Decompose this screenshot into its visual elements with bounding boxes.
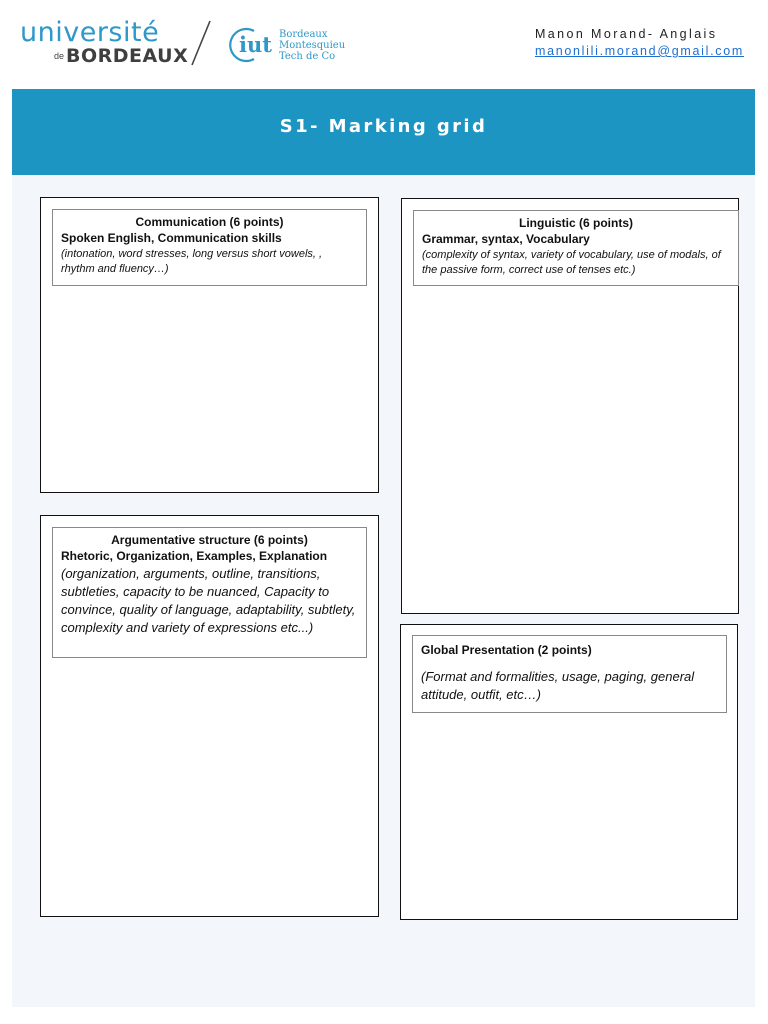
logo-iut-subtitle: Bordeaux Montesquieu Tech de Co — [279, 29, 346, 62]
global-presentation-title: Global Presentation (2 points) — [421, 643, 592, 657]
global-presentation-header — [412, 635, 727, 713]
linguistic-box — [401, 198, 739, 614]
communication-header — [52, 209, 367, 286]
argumentative-box — [40, 515, 379, 917]
global-presentation-description: (Format and formalities, usage, paging, general attitude, outfit, etc…) — [421, 669, 695, 702]
communication-box — [40, 197, 379, 493]
author-name: Manon Morand- Anglais — [534, 27, 718, 41]
logo-iut-text: iut — [239, 32, 272, 57]
linguistic-title: Linguistic (6 points) — [519, 216, 633, 230]
author-info — [535, 27, 744, 58]
logo-de-text: de — [54, 51, 65, 61]
argumentative-title: Argumentative structure (6 points) — [111, 533, 308, 547]
argumentative-description: (organization, arguments, outline, transitions, subtleties, capacity to be nuanced, Capacity to convince, quality of language, adaptability, subtlety, complexity and variety of expressions etc...) — [61, 566, 356, 635]
communication-description: (intonation, word stresses, long versus short vowels, , rhythm and fluency…) — [61, 248, 323, 275]
linguistic-header — [413, 210, 739, 286]
logo-universite-text: université — [20, 17, 160, 48]
logo-group — [20, 17, 346, 70]
communication-title: Communication (6 points) — [135, 215, 284, 229]
linguistic-subtitle: Grammar, syntax, Vocabulary — [422, 232, 590, 246]
title-banner — [12, 89, 755, 175]
author-email-link[interactable]: manonlili.morand@gmail.com — [534, 44, 744, 58]
linguistic-description: (complexity of syntax, variety of vocabulary, use of modals, of the passive form, correct use of tenses etc.) — [422, 249, 721, 276]
page-title: S1- Marking grid — [279, 116, 488, 137]
argumentative-subtitle: Rhetoric, Organization, Examples, Explanation — [61, 549, 328, 563]
global-presentation-box — [400, 624, 738, 920]
logo-bordeaux-text: BORDEAUX — [66, 45, 189, 67]
logo-slash-divider — [188, 18, 214, 68]
communication-subtitle: Spoken English, Communication skills — [61, 231, 282, 245]
universite-bordeaux-logo — [20, 18, 188, 68]
argumentative-header — [52, 527, 367, 658]
